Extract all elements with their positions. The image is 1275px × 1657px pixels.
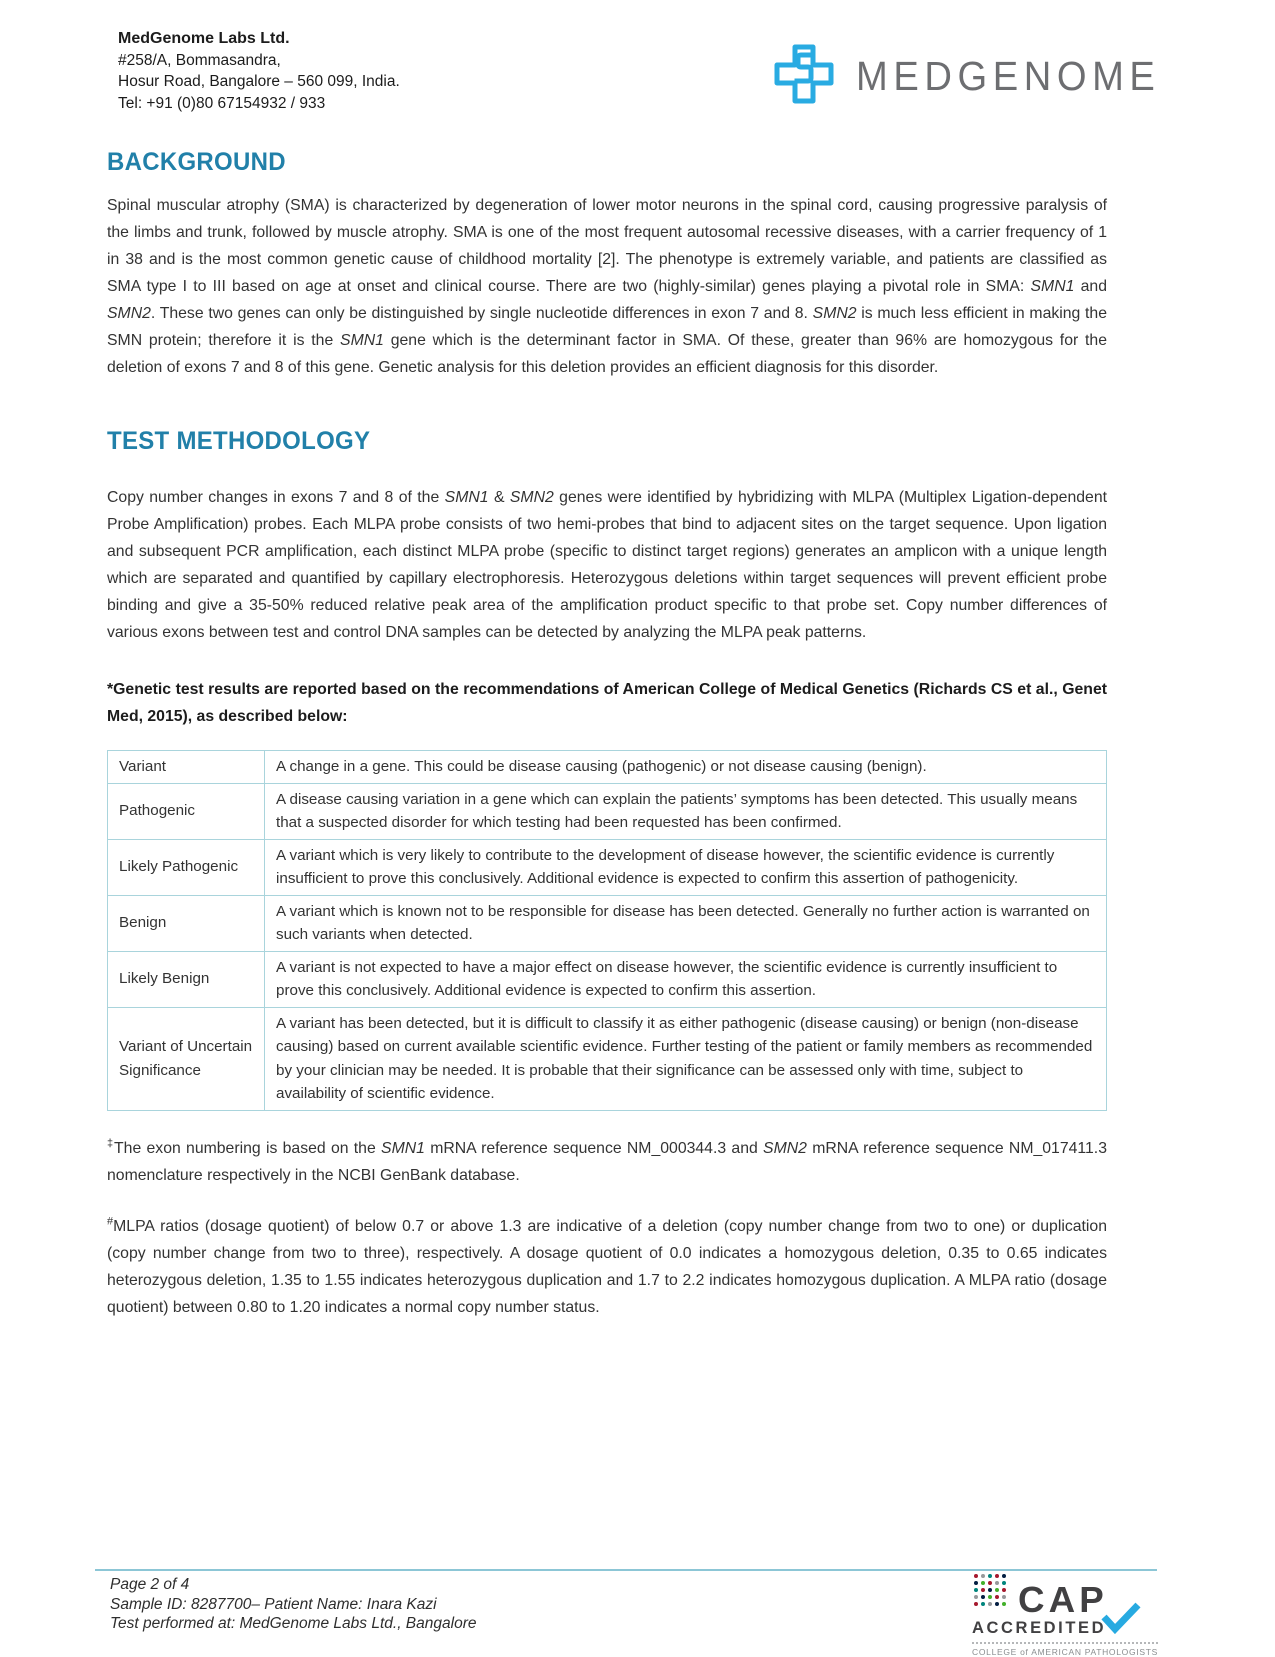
table-row <box>108 951 1107 1007</box>
variant-term-cell: Variant <box>108 751 265 784</box>
mlpa-ratio-footnote <box>107 1213 1107 1321</box>
lab-company-name: MedGenome Labs Ltd. <box>118 30 290 47</box>
background-text: gene which is the determinant factor in SMA. Of these, greater than 96% are homozygous for the deletion of exons 7 and 8 of this gene. Genetic analysis for this deletion provides an efficient diagnosis for this disorder. <box>107 332 1107 376</box>
table-row <box>108 1007 1107 1110</box>
variant-definition-cell: A variant which is very likely to contribute to the development of disease however, the scientific evidence is currently insufficient to prove this conclusively. Additional evidence is expected to confirm this assertion of pathogenicity. <box>265 839 1107 895</box>
lab-address-line2: Hosur Road, Bangalore – 560 099, India. <box>118 73 400 90</box>
medgenome-logo <box>772 42 1183 111</box>
medgenome-cross-icon <box>772 42 836 111</box>
lab-address-line1: #258/A, Bommasandra, <box>118 51 281 69</box>
variant-term-cell: Benign <box>108 895 265 951</box>
methodology-text: & <box>488 489 510 506</box>
table-row <box>108 839 1107 895</box>
table-row <box>108 751 1107 784</box>
gene-name: SMN1 <box>381 1139 425 1157</box>
variant-term-cell: Variant of Uncertain Significance <box>108 1007 265 1110</box>
gene-name: SMN1 <box>1030 278 1075 295</box>
footer-sample-info: Sample ID: 8287700– Patient Name: Inara Kazi <box>110 1595 437 1613</box>
footnote-text: mRNA reference sequence NM_000344.3 and <box>424 1139 764 1157</box>
cap-logo-title: CAP <box>1018 1579 1108 1620</box>
variant-definition-cell: A variant which is known not to be responsible for disease has been detected. Generally no further action is warranted on such variants when detected. <box>265 895 1107 951</box>
variant-definition-cell: A disease causing variation in a gene which can explain the patients’ symptoms has been detected. This usually means that a suspected disorder for which testing had been requested has been confirmed. <box>265 783 1107 839</box>
methodology-paragraph <box>107 484 1107 646</box>
variant-term-cell: Pathogenic <box>108 783 265 839</box>
background-text: Spinal muscular atrophy (SMA) is characterized by degeneration of lower motor neurons in the spinal cord, causing progressive paralysis of the limbs and trunk, followed by muscle atrophy. SMA is one of the most frequent autosomal recessive diseases, with a carrier frequency of 1 in 38 and is the most common genetic cause of childhood mortality [2]. The phenotype is extremely variable, and patients are classified as SMA type I to III based on age at onset and clinical course. There are two (highly-similar) genes playing a pivotal role in SMA: <box>107 197 1107 295</box>
footnote-text: mRNA reference sequence NM_017411.3 nomenclature respectively in the NCBI GenBank database. <box>107 1139 1107 1184</box>
cap-accredited-logo <box>972 1572 1158 1657</box>
footnote-marker: # <box>107 1215 114 1228</box>
gene-name: SMN2 <box>509 489 554 506</box>
background-text: is much less efficient in making the SMN protein; therefore it is the <box>107 305 1107 349</box>
table-row <box>108 895 1107 951</box>
gene-name: SMN2 <box>812 305 857 322</box>
gene-name: SMN2 <box>107 305 151 322</box>
footer-info-block <box>110 1575 476 1634</box>
background-section-title: BACKGROUND <box>107 148 286 176</box>
methodology-text: genes were identified by hybridizing with MLPA (Multiplex Ligation-dependent Probe Amplification) probes. Each MLPA probe consists of two hemi-probes that bind to adjacent sites on the target sequence. Upon ligation and subsequent PCR amplification, each distinct MLPA probe (specific to distinct target regions) generates an amplicon with a unique length which are separated and quantified by capillary electrophoresis. Heterozygous deletions within target sequences will prevent efficient probe binding and give a 35-50% reduced relative peak area of the amplification product specific to that probe set. Copy number differences of various exons between test and control DNA samples can be detected by analyzing the MLPA peak patterns. <box>107 489 1107 641</box>
variant-definition-cell: A variant has been detected, but it is difficult to classify it as either pathogenic (disease causing) or benign (non-disease causing) based on current available scientific evidence. Further testing of the patient or family members as recommended by your clinician may be needed. It is probable that their significance can be assessed only with time, subject to availability of scientific evidence. <box>265 1007 1107 1110</box>
footnote-marker: ‡ <box>107 1137 115 1150</box>
variant-term-cell: Likely Benign <box>108 951 265 1007</box>
variant-term-cell: Likely Pathogenic <box>108 839 265 895</box>
footer-divider <box>95 1569 1157 1571</box>
methodology-section-title: TEST METHODOLOGY <box>107 427 371 455</box>
acmg-recommendation-note: *Genetic test results are reported based on the recommendations of American College of Medical Genetics (Richards CS et al., Genet Med, 2015), as described below: <box>107 681 1107 725</box>
exon-numbering-footnote <box>107 1135 1107 1189</box>
footer-page-number: Page 2 of 4 <box>110 1576 190 1593</box>
cap-logo-tagline: COLLEGE of AMERICAN PATHOLOGISTS <box>972 1642 1158 1657</box>
footnote-text: The exon numbering is based on the <box>114 1139 382 1157</box>
footer-performed-at: Test performed at: MedGenome Labs Ltd., Bangalore <box>110 1615 477 1632</box>
variant-definition-cell: A change in a gene. This could be disease causing (pathogenic) or not disease causing (benign). <box>265 751 1107 784</box>
lab-address-block <box>118 28 400 114</box>
lab-phone: Tel: +91 (0)80 67154932 / 933 <box>118 94 326 112</box>
gene-name: SMN2 <box>763 1139 807 1157</box>
background-paragraph <box>107 192 1107 381</box>
methodology-text: Copy number changes in exons 7 and 8 of the <box>107 489 445 506</box>
report-body <box>107 148 1107 1321</box>
footnote-text: MLPA ratios (dosage quotient) of below 0.7 or above 1.3 are indicative of a deletion (copy number change from two to one) or duplication (copy number change from two to three), respectively. A dosage quotient of 0.0 indicates a homozygous deletion, 0.35 to 0.65 indicates heterozygous deletion, 1.35 to 1.55 indicates heterozygous duplication and 1.7 to 2.2 indicates homozygous duplication. A MLPA ratio (dosage quotient) between 0.80 to 1.20 indicates a normal copy number status. <box>107 1217 1107 1316</box>
gene-name: SMN1 <box>444 489 489 506</box>
background-text: and <box>1074 278 1107 295</box>
cap-dots-icon <box>972 1572 1012 1617</box>
gene-name: SMN1 <box>340 332 384 349</box>
variant-definition-cell: A variant is not expected to have a major effect on disease however, the scientific evidence is currently insufficient to prove this conclusively. Additional evidence is expected to confirm this assertion. <box>265 951 1107 1007</box>
background-text: . These two genes can only be distinguished by single nucleotide differences in exon 7 and 8. <box>150 305 813 322</box>
cap-accredited-label: ACCREDITED <box>972 1619 1107 1637</box>
cap-logo-accredited-row <box>972 1618 1158 1639</box>
variant-classification-table <box>107 750 1107 1111</box>
table-row <box>108 783 1107 839</box>
medgenome-logo-text: MEDGENOME <box>856 53 1161 99</box>
